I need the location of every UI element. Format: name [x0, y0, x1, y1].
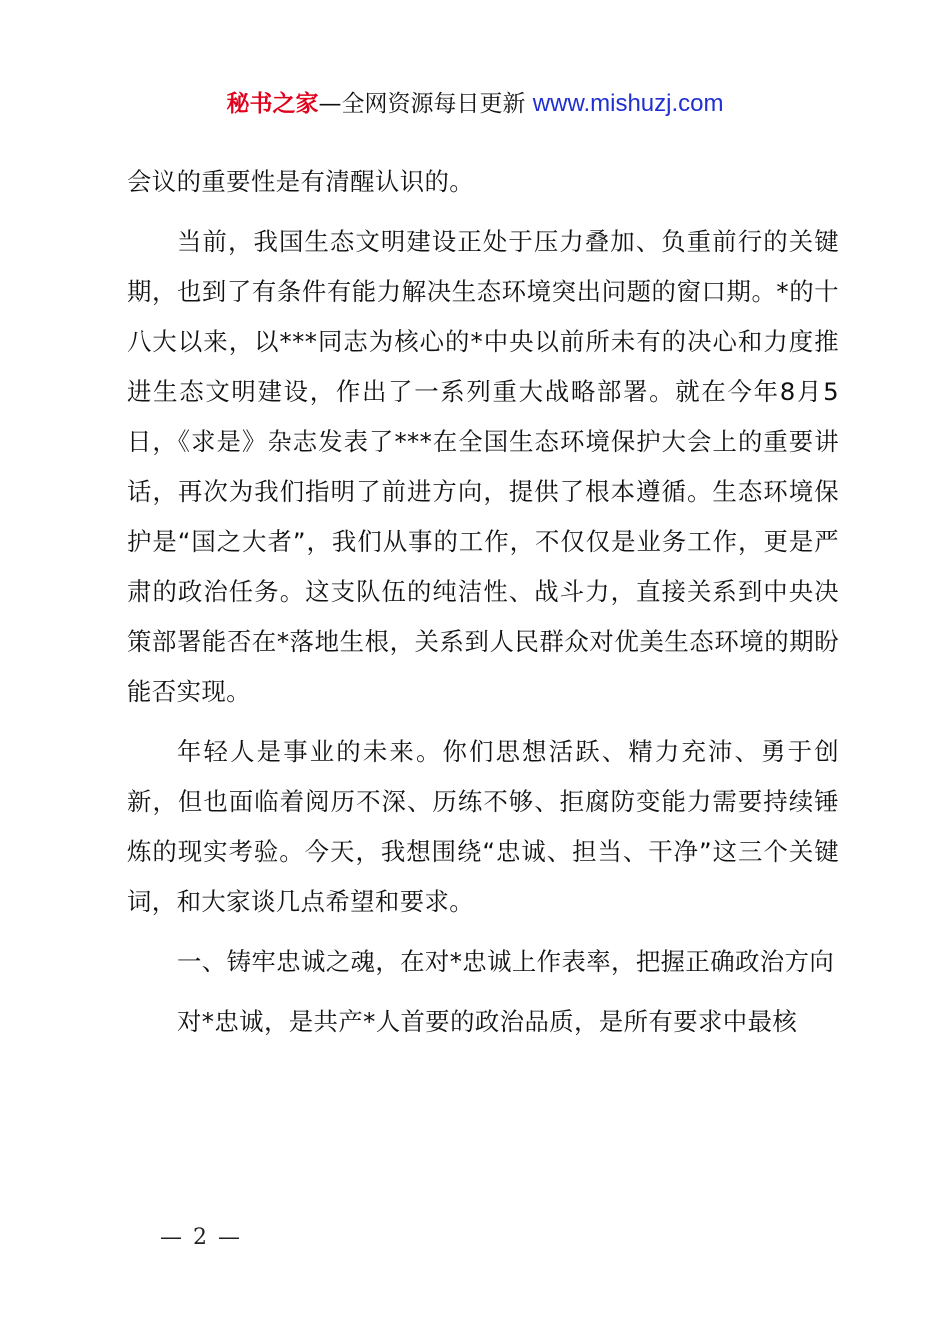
- paragraph-ecology: 当前，我国生态文明建设正处于压力叠加、负重前行的关键期，也到了有条件有能力解决生态环境突出问题的窗口期。*的十八大以来，以***同志为核心的*中央以前所未有的决心和力度推进生态文明建设，作出了一系列重大战略部署。就在今年8月5日，《求是》杂志发表了***在全国生态环境保护大会上的重要讲话，再次为我们指明了前进方向，提供了根本遵循。生态环境保护是“国之大者”，我们从事的工作，不仅仅是业务工作，更是严肃的政治任务。这支队伍的纯洁性、战斗力，直接关系到中央决策部署能否在*落地生根，关系到人民群众对优美生态环境的期盼能否实现。: [127, 227, 839, 706]
- brand-name: 秘书之家: [226, 91, 319, 117]
- paragraph-loyalty: 对*忠诚，是共产*人首要的政治品质，是所有要求中最核: [177, 1007, 798, 1036]
- page-header: [0, 86, 950, 122]
- header-url-link[interactable]: www.mishuzj.com: [532, 90, 724, 117]
- header-tagline: —全网资源每日更新: [318, 91, 533, 117]
- page-number: — 2 —: [160, 1225, 242, 1250]
- paragraph-continuation: 会议的重要性是有清醒认识的。: [127, 167, 475, 196]
- paragraph-youth: 年轻人是事业的未来。你们思想活跃、精力充沛、勇于创新，但也面临着阅历不深、历练不够、拒腐防变能力需要持续锤炼的现实考验。今天，我想围绕“忠诚、担当、干净”这三个关键词，和大家谈几点希望和要求。: [127, 737, 839, 916]
- document-body: [127, 157, 839, 1047]
- section-heading-loyalty: 一、铸牢忠诚之魂，在对*忠诚上作表率，把握正确政治方向: [177, 947, 835, 976]
